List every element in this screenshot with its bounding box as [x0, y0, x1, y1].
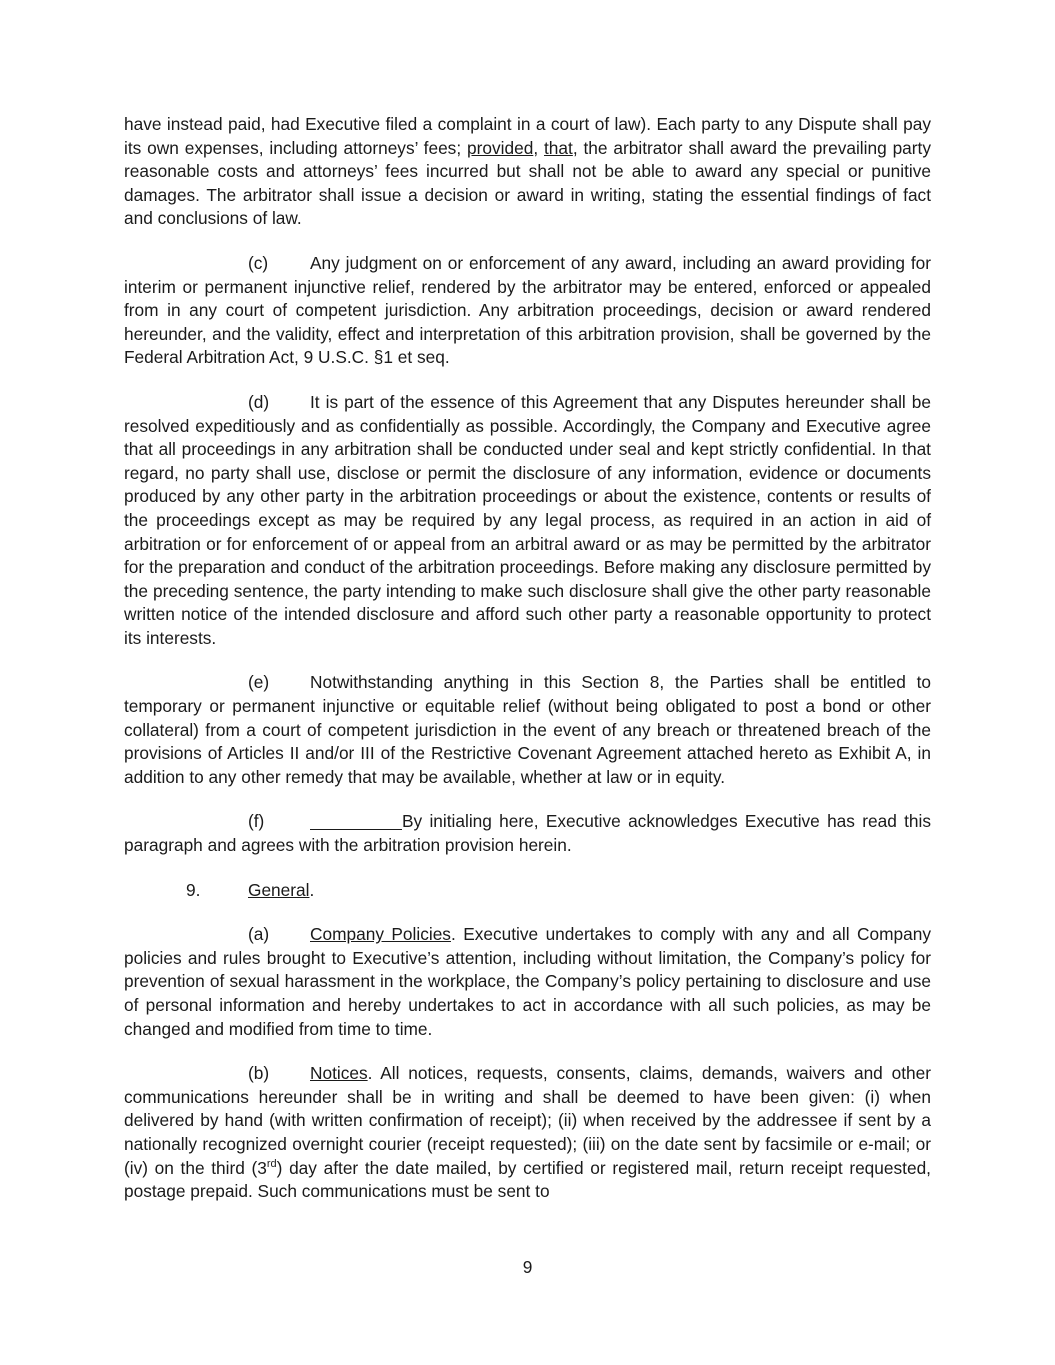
ordinal-suffix: rd — [266, 1157, 277, 1170]
section-number: 9. — [186, 879, 201, 900]
clause-marker: (f) — [248, 811, 265, 832]
paragraph-text: Notwithstanding anything in this Section 8, the Parties shall be entitled to temporary or permanent injunctive or equitable relief (without being obligated to post a bond or other collateral) from a court of competent jurisdiction in the event of any breach or threatened breach of the provisions of Articles II and/or III of the Restrictive Covenant Agreement attached hereto as Exhibit A, in addition to any other remedy that may be available, whether at law or in equity. — [124, 672, 931, 787]
that-term: that — [544, 137, 573, 158]
paragraph-8d — [124, 391, 931, 651]
paragraph-9a — [124, 923, 931, 1041]
paragraph-text: ) day after the date mailed, by certified or registered mail, return receipt requested, postage prepaid. Such communications must be sent to — [124, 1157, 931, 1202]
paragraph-8e — [124, 671, 931, 789]
paragraph-text: Any judgment on or enforcement of any award, including an award providing for interim or permanent injunctive relief, rendered by the arbitrator may be entered, enforced or appealed from in any court of competent jurisdiction. Any arbitration proceedings, decision or award rendered hereunder, and the validity, effect and interpretation of this arbitration provision, shall be governed by the Federal Arbitration Act, 9 U.S.C. §1 et seq. — [124, 252, 931, 368]
paragraph-text: have instead paid, had Executive filed a complaint in a court of law). Each party to any Dispute shall pay its own expenses, including attorneys’ fees; — [124, 114, 931, 158]
clause-marker: (d) — [248, 391, 270, 412]
section-title-period: . — [309, 879, 315, 900]
paragraph-9b — [124, 1062, 931, 1204]
clause-marker: (a) — [248, 924, 270, 945]
paragraph-text: It is part of the essence of this Agreement that any Disputes hereunder shall be resolved expeditiously and as confidentially as possible. Accordingly, the Company and Executive agree that all proceedings in any arbitration shall be conducted under seal and kept strictly confidential. In that regard, no party shall use, disclose or permit the disclosure of any information, evidence or documents produced by any other party in the arbitration proceedings or about the existence, contents or results of the proceedings except as may be required by any legal process, as required in an action in aid of arbitration or for enforcement of or appeal from an arbitral award or as may be permitted by the arbitrator for the preparation and conduct of the arbitration proceedings. Before making any disclosure permitted by the preceding sentence, the party intending to make such disclosure shall give the other party reasonable written notice of the intended disclosure and afford such other party a reasonable opportunity to protect its interests. — [124, 391, 931, 648]
clause-title: Company Policies — [310, 924, 451, 945]
section-title: General — [248, 879, 310, 900]
paragraph-8f — [124, 810, 931, 857]
document-page — [124, 113, 931, 1225]
paragraph-8c — [124, 252, 931, 370]
initial-blank-line[interactable] — [310, 811, 402, 830]
clause-marker: (c) — [248, 252, 269, 273]
section-9-heading — [124, 879, 931, 903]
clause-marker: (e) — [248, 672, 270, 693]
clause-title: Notices — [310, 1063, 368, 1084]
clause-marker: (b) — [248, 1063, 270, 1084]
separator-text: , — [533, 137, 544, 158]
provided-term: provided — [467, 137, 534, 158]
paragraph-text: . Executive undertakes to comply with any and all Company policies and rules brought to Executive’s attention, including without limitation, the Company’s policy for prevention of sexual harassment in the workplace, the Company’s policy pertaining to disclosure and use of personal information and hereby undertakes to act in accordance with all such policies, as may be changed and modified from time to time. — [124, 924, 931, 1039]
paragraph-text: By initialing here, Executive acknowledges Executive has read this paragraph and agrees with the arbitration provision herein. — [124, 811, 931, 856]
paragraph-text: . All notices, requests, consents, claims, demands, waivers and other communications hereunder shall be in writing and shall be deemed to have been given: (i) when delivered by hand (with written confirmation of receipt); (ii) when received by the addressee if sent by a nationally recognized overnight courier (receipt requested); (iii) on the date sent by facsimile or e-mail; or (iv) on the third (3 — [124, 1063, 931, 1178]
page-number: 9 — [522, 1257, 533, 1277]
paragraph-text: , the arbitrator shall award the prevailing party reasonable costs and attorneys’ fees incurred but shall not be able to award any special or punitive damages. The arbitrator shall issue a decision or award in writing, stating the essential findings of fact and conclusions of law. — [124, 137, 931, 229]
paragraph-continuation — [124, 113, 931, 231]
